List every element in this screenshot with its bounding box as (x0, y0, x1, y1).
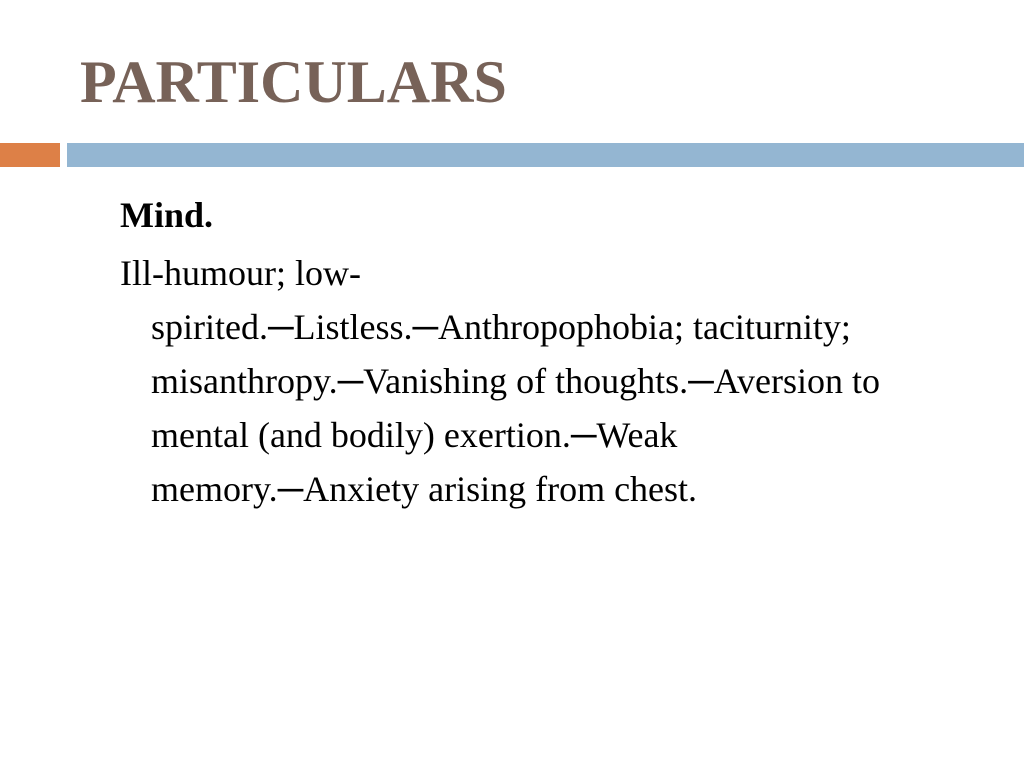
accent-bar-orange (0, 143, 60, 167)
slide-title: PARTICULARS (80, 49, 507, 115)
body-line-2: spirited.─Listless.─Anthropophobia; taciturnity; misanthropy.─Vanishing of thoughts.─Aversion to mental (and bodily) exertion.─Weak memory.─Anxiety arising from chest. (151, 307, 880, 509)
accent-bar-blue (67, 143, 1024, 167)
section-heading: Mind. (120, 195, 214, 235)
body-paragraph (120, 246, 940, 516)
content-area (120, 188, 940, 516)
body-line-1: Ill-humour; low- (120, 253, 361, 293)
